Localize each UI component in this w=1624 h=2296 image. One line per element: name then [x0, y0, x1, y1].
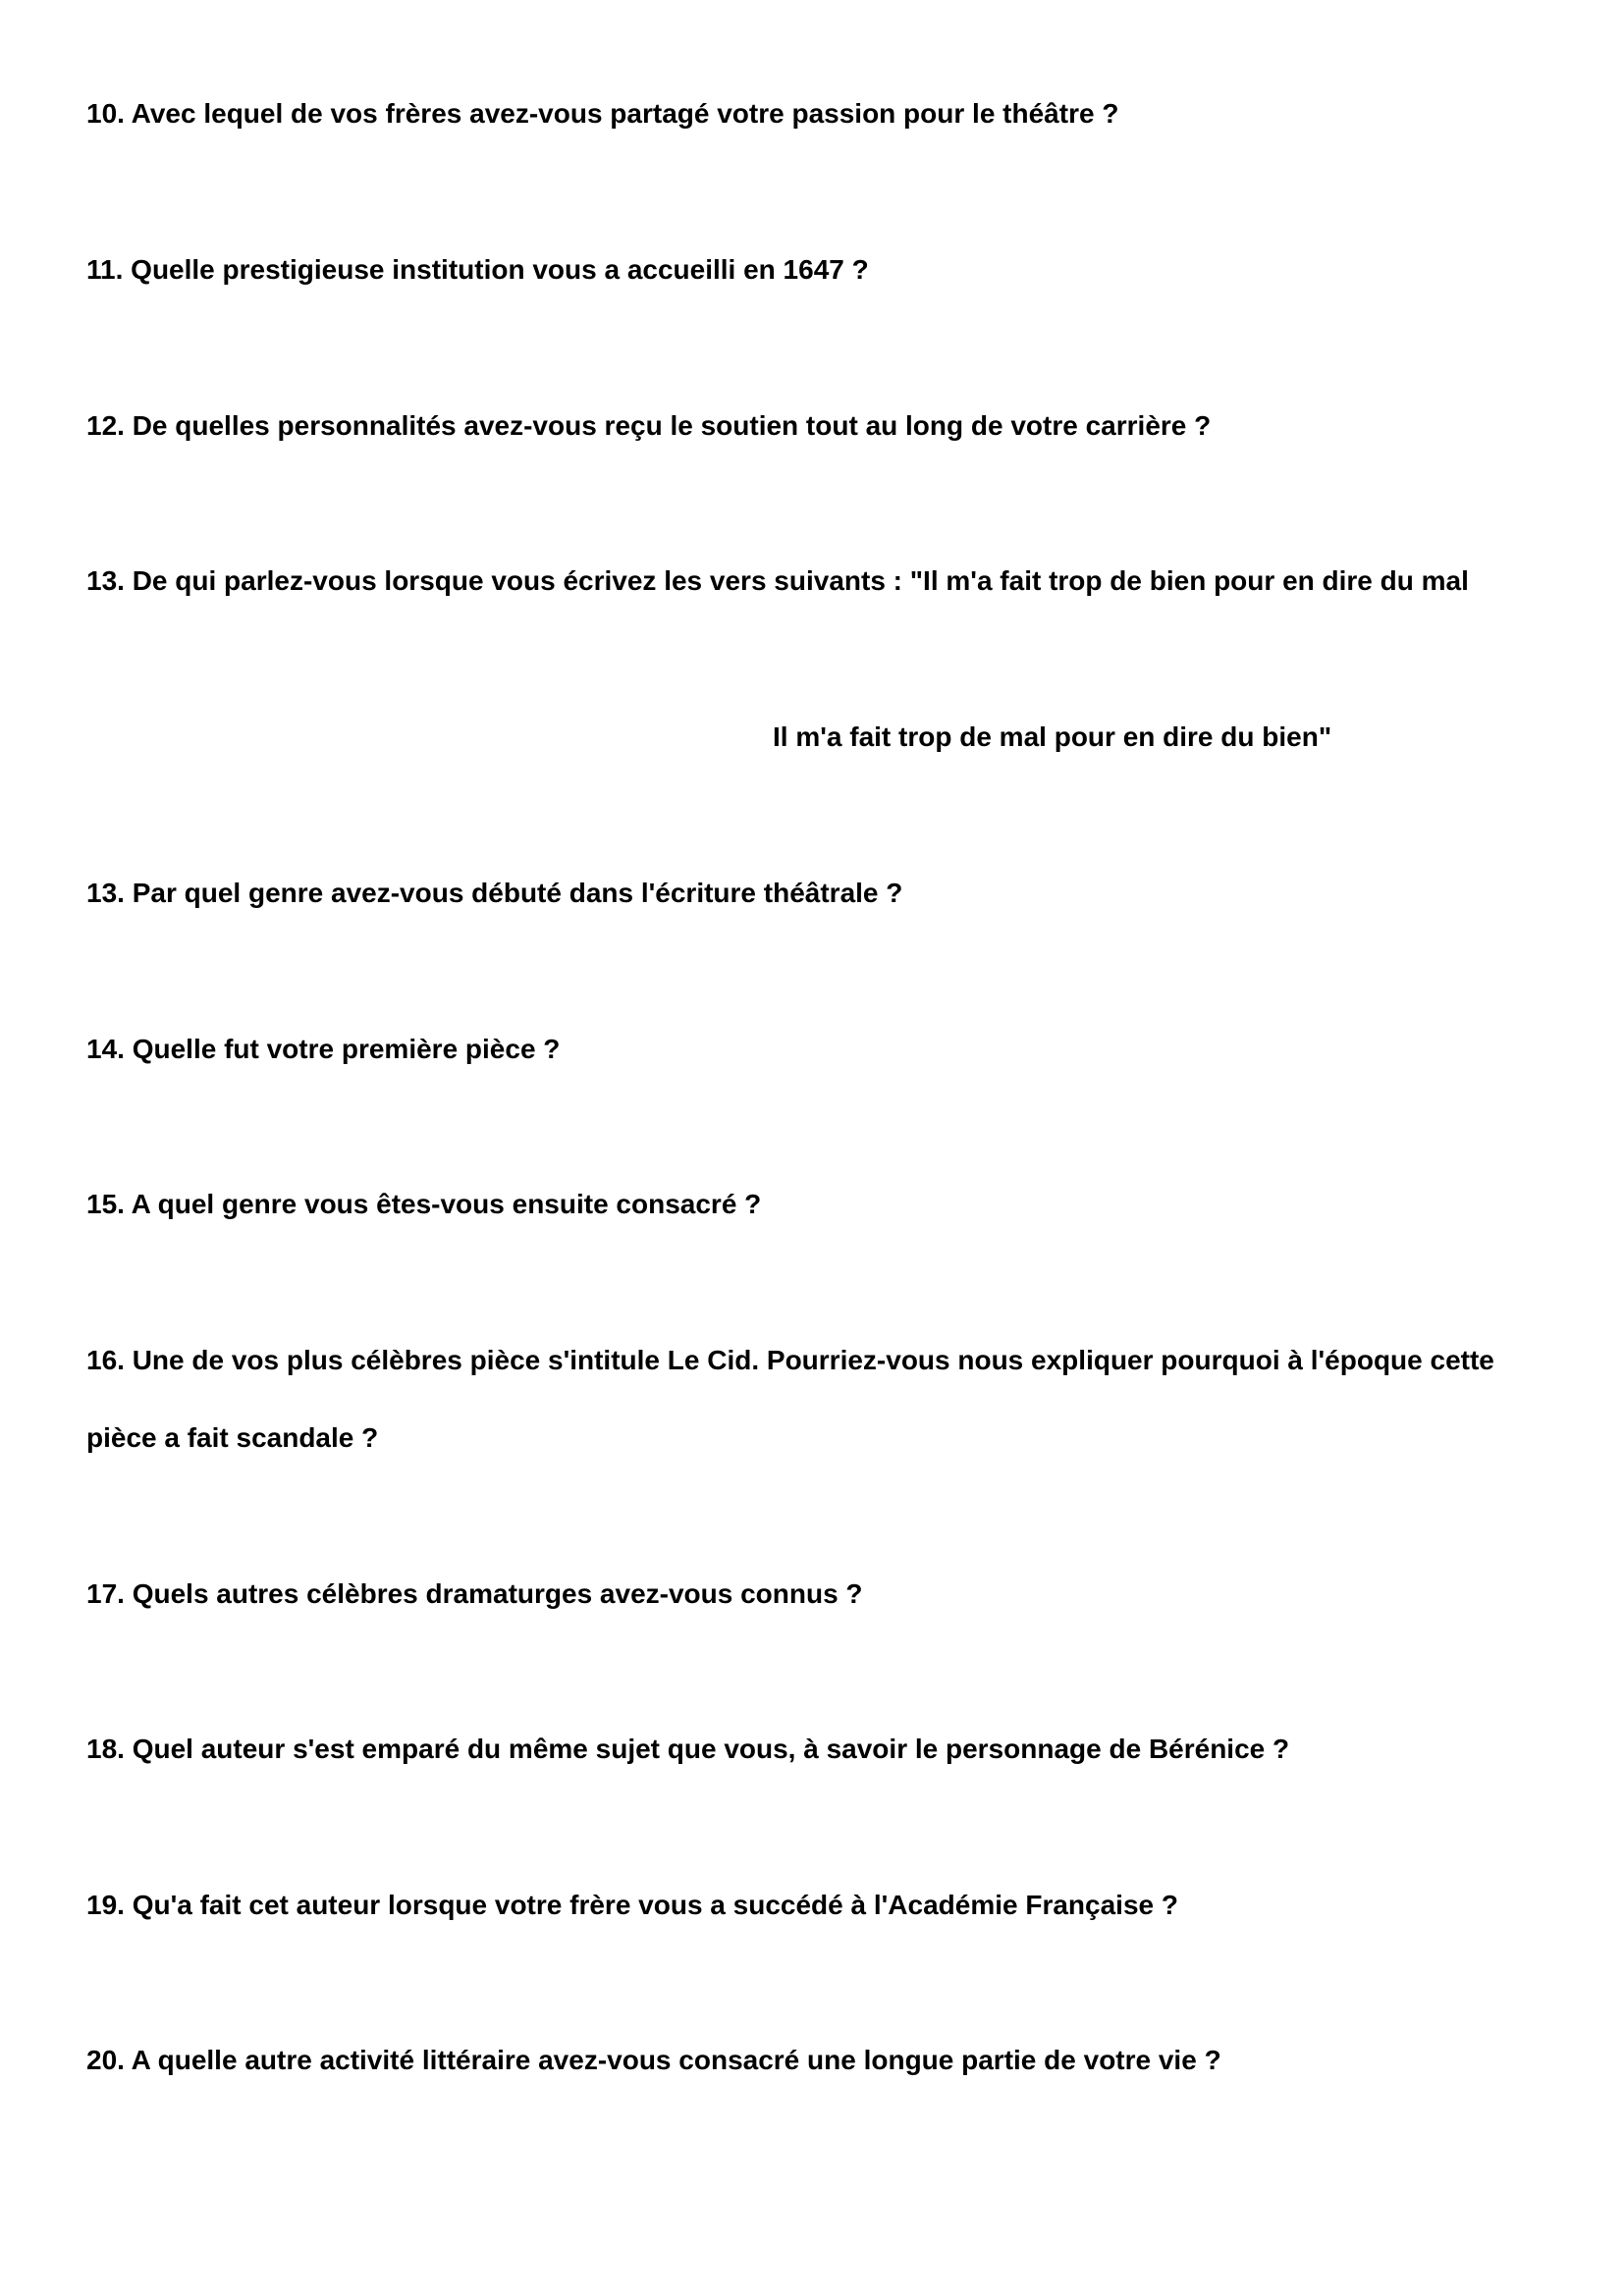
question-18: 18. Quel auteur s'est emparé du même sujet que vous, à savoir le personnage de Bérénice ? [86, 1734, 1290, 1764]
question-13a: 13. De qui parlez-vous lorsque vous écrivez les vers suivants : "Il m'a fait trop de bien pour en dire du mal [86, 565, 1469, 596]
question-12: 12. De quelles personnalités avez-vous reçu le soutien tout au long de votre carrière ? [86, 410, 1212, 441]
question-19: 19. Qu'a fait cet auteur lorsque votre frère vous a succédé à l'Académie Française ? [86, 1890, 1178, 1920]
question-16: 16. Une de vos plus célèbres pièce s'intitule Le Cid. Pourriez-vous nous expliquer pourquoi à l'époque cette [86, 1345, 1494, 1375]
question-16-continued: pièce a fait scandale ? [86, 1422, 379, 1453]
question-13a-verse: Il m'a fait trop de mal pour en dire du bien" [773, 721, 1332, 752]
question-20: 20. A quelle autre activité littéraire avez-vous consacré une longue partie de votre vie ? [86, 2045, 1221, 2075]
question-14: 14. Quelle fut votre première pièce ? [86, 1034, 561, 1064]
question-17: 17. Quels autres célèbres dramaturges avez-vous connus ? [86, 1578, 863, 1609]
question-11: 11. Quelle prestigieuse institution vous a accueilli en 1647 ? [86, 254, 869, 285]
question-13b: 13. Par quel genre avez-vous débuté dans l'écriture théâtrale ? [86, 878, 903, 908]
question-10: 10. Avec lequel de vos frères avez-vous partagé votre passion pour le théâtre ? [86, 98, 1119, 129]
question-15: 15. A quel genre vous êtes-vous ensuite consacré ? [86, 1189, 762, 1219]
